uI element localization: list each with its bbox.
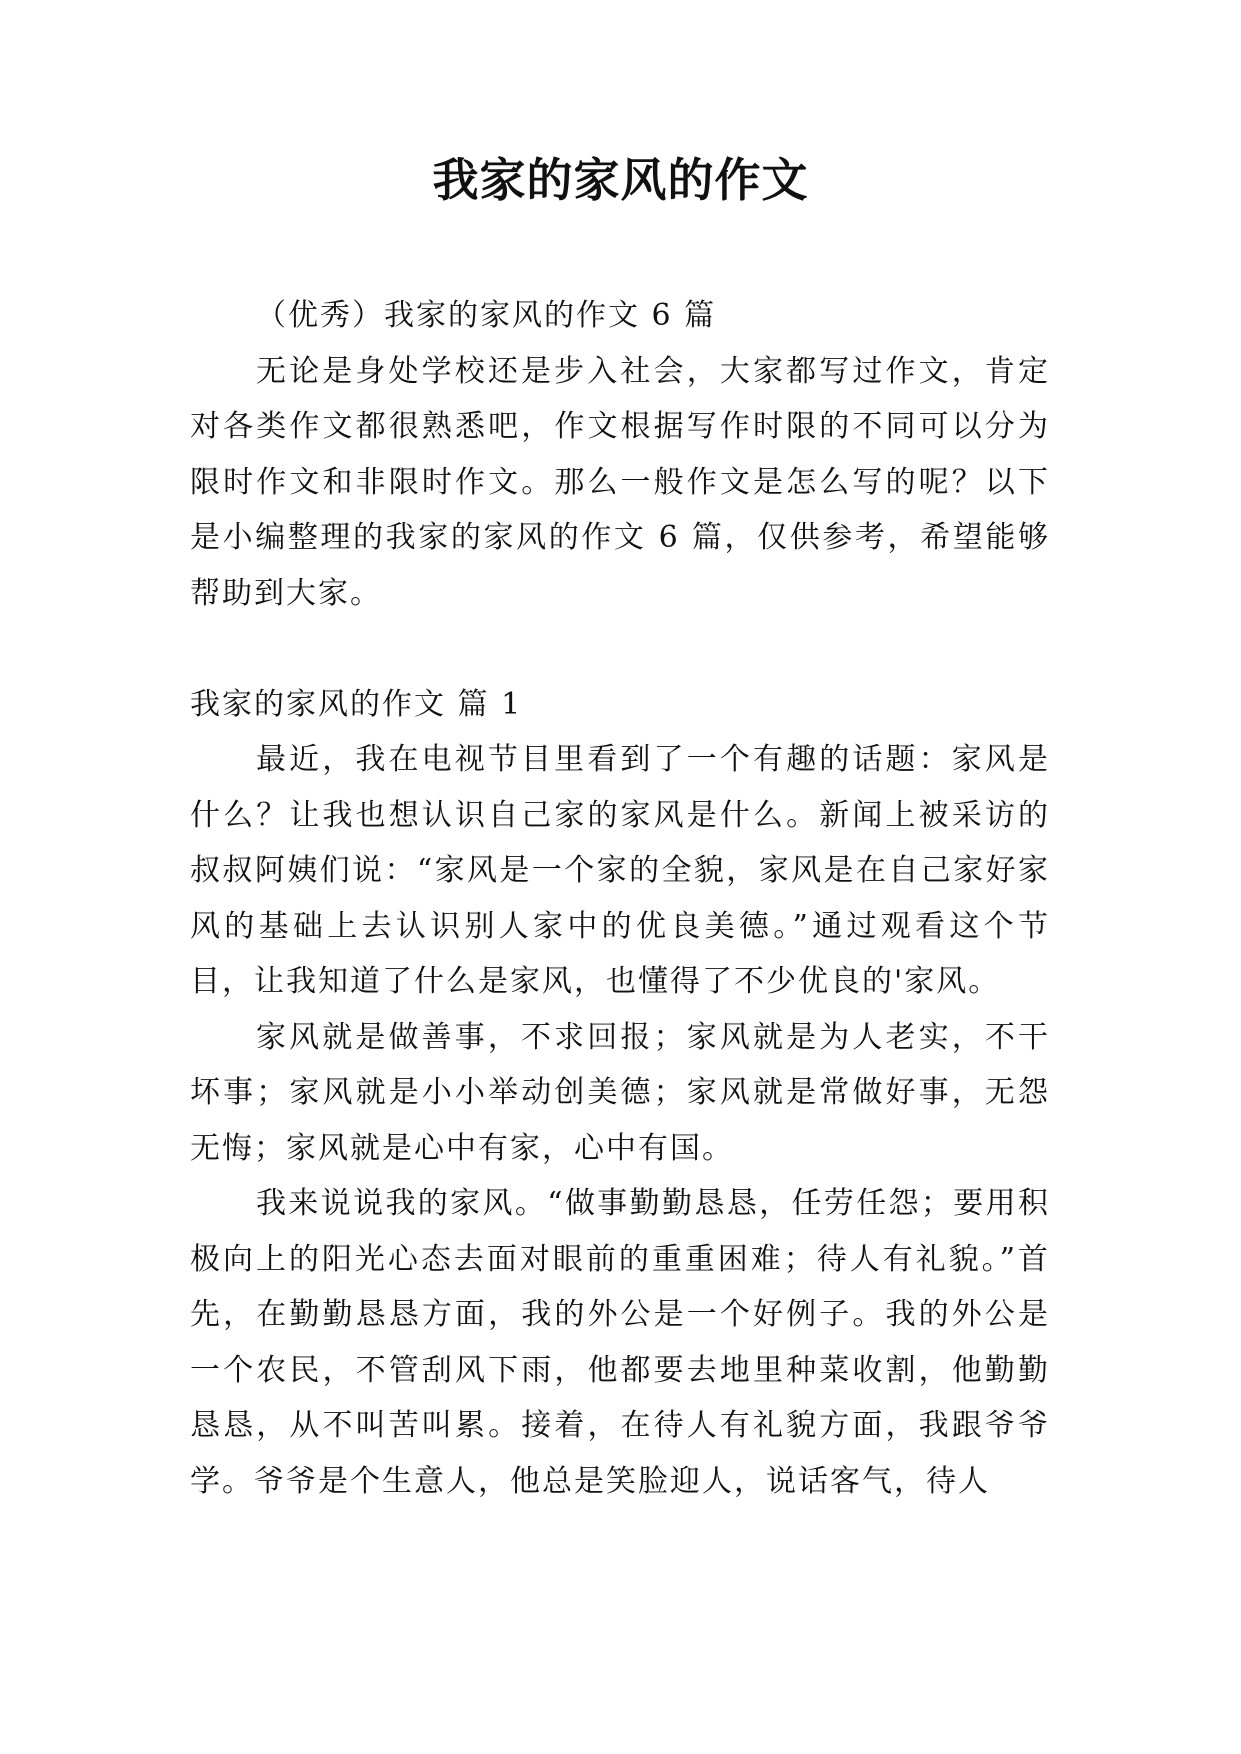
document-body — [190, 288, 1050, 1509]
body-paragraph: 我来说说我的家风。“做事勤勤恳恳，任劳任怨；要用积极向上的阳光心态去面对眼前的重重困难；待人有礼貌。”首先，在勤勤恳恳方面，我的外公是一个好例子。我的外公是一个农民，不管刮风下雨，他都要去地里种菜收割，他勤勤恳恳，从不叫苦叫累。接着，在待人有礼貌方面，我跟爷爷学。爷爷是个生意人，他总是笑脸迎人，说话客气，待人 — [190, 1186, 1050, 1499]
intro-paragraph: 无论是身处学校还是步入社会，大家都写过作文，肯定对各类作文都很熟悉吧，作文根据写作时限的不同可以分为限时作文和非限时作文。那么一般作文是怎么写的呢？以下是小编整理的我家的家风的作文 6 篇，仅供参考，希望能够帮助到大家。 — [190, 353, 1050, 611]
document-title: 我家的家风的作文 — [432, 153, 809, 207]
section-heading: 我家的家风的作文 篇 1 — [190, 686, 523, 722]
body-paragraph: 家风就是做善事，不求回报；家风就是为人老实，不干坏事；家风就是小小举动创美德；家风就是常做好事，无怨无悔；家风就是心中有家，心中有国。 — [190, 1019, 1050, 1166]
document-subtitle: （优秀）我家的家风的作文 6 篇 — [256, 298, 717, 333]
body-paragraph: 最近，我在电视节目里看到了一个有趣的话题：家风是什么？让我也想认识自己家的家风是什么。新闻上被采访的叔叔阿姨们说：“家风是一个家的全貌，家风是在自己家好家风的基础上去认识别人家中的优良美德。”通过观看这个节目，让我知道了什么是家风，也懂得了不少优良的'家风。 — [190, 742, 1050, 999]
